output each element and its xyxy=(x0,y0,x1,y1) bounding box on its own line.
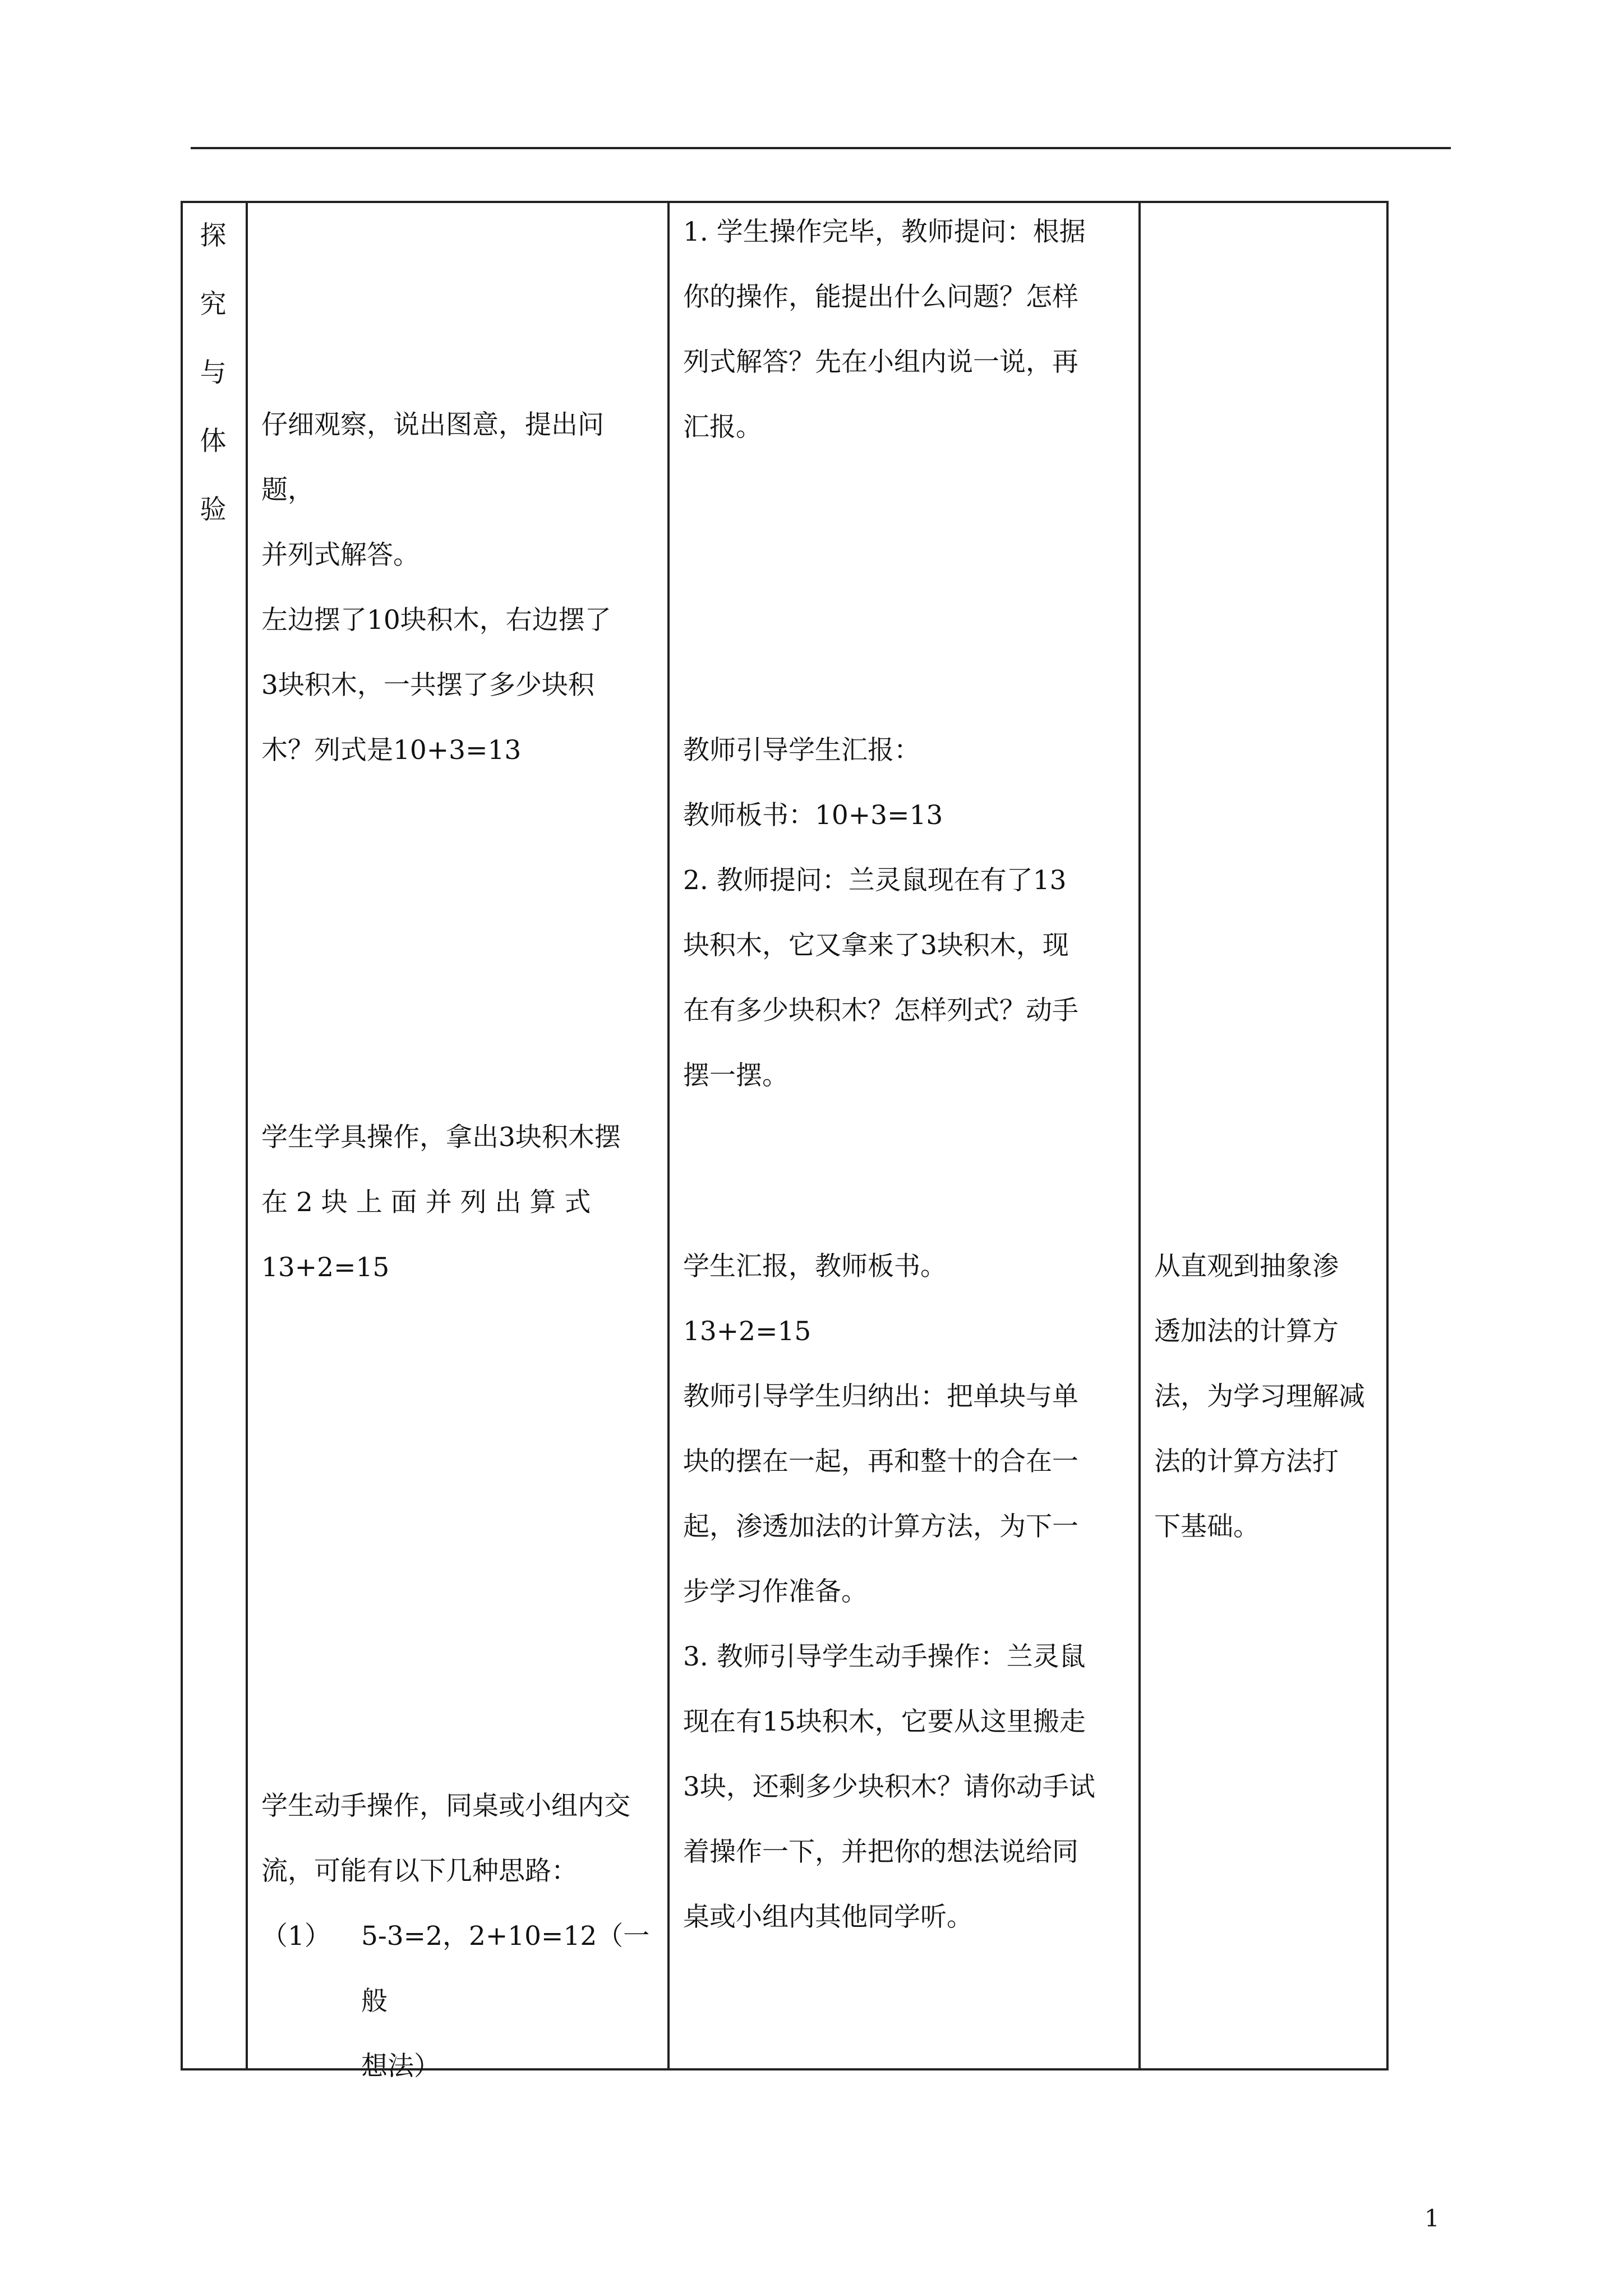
student-activity-operate: 学生学具操作，拿出3块积木摆 在 2 块 上 面 并 列 出 算 式 13+2=15 xyxy=(261,1122,621,1283)
section-label-char: 与 xyxy=(200,357,227,388)
table-left-border xyxy=(181,201,183,2070)
teacher-activity-summary: 学生汇报，教师板书。 13+2=15 教师引导学生归纳出：把单块与单 块的摆在一起，再和整十的合在一 起，渗透加法的计算方法，为下一 步学习作准备。 3. 教师引导学生动手操作：兰灵鼠 现在有15块积木，它要从这里搬走 3块，还剩多少块积木？请你动手试 着操作一下，并把你的想法说给同 桌或小组内其他同学听。 xyxy=(683,1251,1095,1932)
section-label-char: 验 xyxy=(200,494,227,525)
teacher-activity-guide: 教师引导学生汇报： 教师板书：10+3=13 2. 教师提问：兰灵鼠现在有了13 块积木，它又拿来了3块积木，现 在有多少块积木？怎样列式？动手 摆一摆。 xyxy=(683,735,1078,1091)
section-label-char: 究 xyxy=(200,289,227,320)
teacher-activity-question: 1. 学生操作完毕，教师提问：根据 你的操作，能提出什么问题？怎样 列式解答？先在小组内说一说，再 汇报。 xyxy=(683,217,1086,443)
header-rule xyxy=(191,147,1451,149)
section-label-char: 体 xyxy=(200,426,227,457)
idea-text: 5-3=2，2+10=12（一般 想法） xyxy=(361,1921,650,2082)
column-divider-1 xyxy=(246,201,248,2070)
student-activity-observe: 仔细观察，说出图意，提出问题， 并列式解答。 左边摆了10块积木，右边摆了 3块积木，一共摆了多少块积 木？列式是10+3=13 xyxy=(261,409,611,766)
design-intent: 从直观到抽象渗 透加法的计算方 法，为学习理解减 法的计算方法打 下基础。 xyxy=(1154,1251,1365,1542)
column-divider-2 xyxy=(667,201,670,2070)
table-right-border xyxy=(1386,201,1389,2070)
section-label-char: 探 xyxy=(200,220,227,251)
idea-number: （1） xyxy=(261,1921,331,1952)
student-activity-discuss: 学生动手操作，同桌或小组内交 流，可能有以下几种思路： xyxy=(261,1791,630,1887)
page-number: 1 xyxy=(1424,2205,1440,2232)
column-divider-3 xyxy=(1138,201,1141,2070)
